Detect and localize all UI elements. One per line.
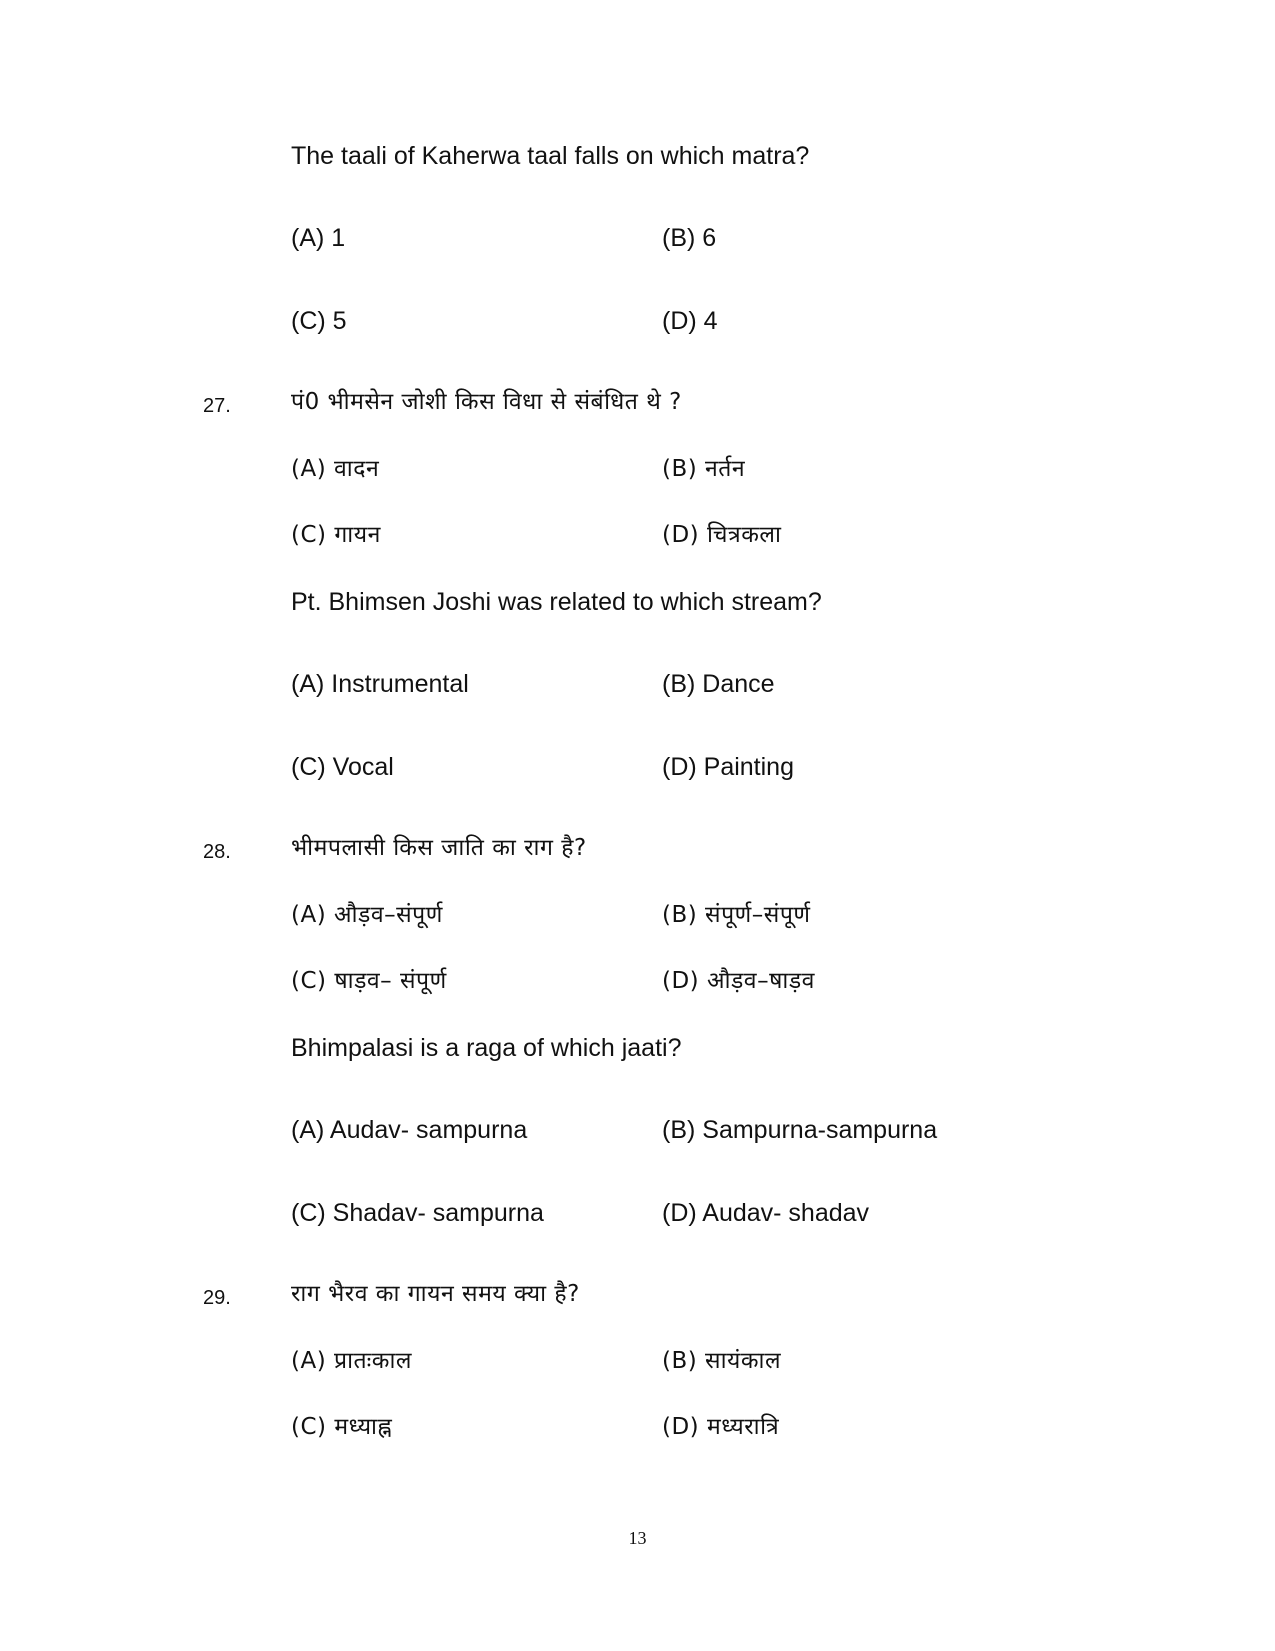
q27-hi-option-d: (D) चित्रकला (662, 522, 782, 548)
q26-en-option-a: (A) 1 (291, 224, 346, 252)
q27-hi-option-c: (C) गायन (291, 522, 381, 548)
question-29-number: 29. (203, 1287, 231, 1309)
q27-hi-option-b: (B) नर्तन (662, 456, 746, 482)
q28-en-option-d: (D) Audav- shadav (662, 1199, 870, 1227)
q28-hi-option-a: (A) औड़व–संपूर्ण (291, 902, 443, 928)
q28-en-option-b: (B) Sampurna-sampurna (662, 1116, 938, 1144)
q29-hi-option-d: (D) मध्यरात्रि (662, 1414, 780, 1440)
q27-en-option-c: (C) Vocal (291, 753, 394, 781)
q28-hi-option-b: (B) संपूर्ण–संपूर्ण (662, 902, 811, 928)
q26-en-option-d: (D) 4 (662, 307, 718, 335)
question-26-en-text: The taali of Kaherwa taal falls on which matra? (291, 142, 810, 170)
question-27-number: 27. (203, 395, 231, 417)
q28-hi-option-c: (C) षाड़व– संपूर्ण (291, 968, 447, 994)
q27-en-option-d: (D) Painting (662, 753, 794, 781)
q28-en-option-a: (A) Audav- sampurna (291, 1116, 528, 1144)
q27-en-option-b: (B) Dance (662, 670, 775, 698)
q27-hi-option-a: (A) वादन (291, 456, 380, 482)
q26-en-option-c: (C) 5 (291, 307, 347, 335)
q29-hi-option-a: (A) प्रातःकाल (291, 1348, 413, 1374)
question-28-number: 28. (203, 841, 231, 863)
q29-hi-option-c: (C) मध्याह्न (291, 1414, 393, 1440)
q29-hi-option-b: (B) सायंकाल (662, 1348, 782, 1374)
q27-en-option-a: (A) Instrumental (291, 670, 469, 698)
question-29-hi-text: राग भैरव का गायन समय क्या है? (291, 1281, 580, 1307)
question-28-en-text: Bhimpalasi is a raga of which jaati? (291, 1034, 682, 1062)
q28-hi-option-d: (D) औड़व–षाड़व (662, 968, 815, 994)
question-27-en-text: Pt. Bhimsen Joshi was related to which stream? (291, 588, 822, 616)
q28-en-option-c: (C) Shadav- sampurna (291, 1199, 544, 1227)
q26-en-option-b: (B) 6 (662, 224, 717, 252)
question-28-hi-text: भीमपलासी किस जाति का राग है? (291, 835, 587, 861)
page-number: 13 (628, 1528, 647, 1548)
question-27-hi-text: पं0 भीमसेन जोशी किस विधा से संबंधित थे ? (291, 389, 682, 415)
